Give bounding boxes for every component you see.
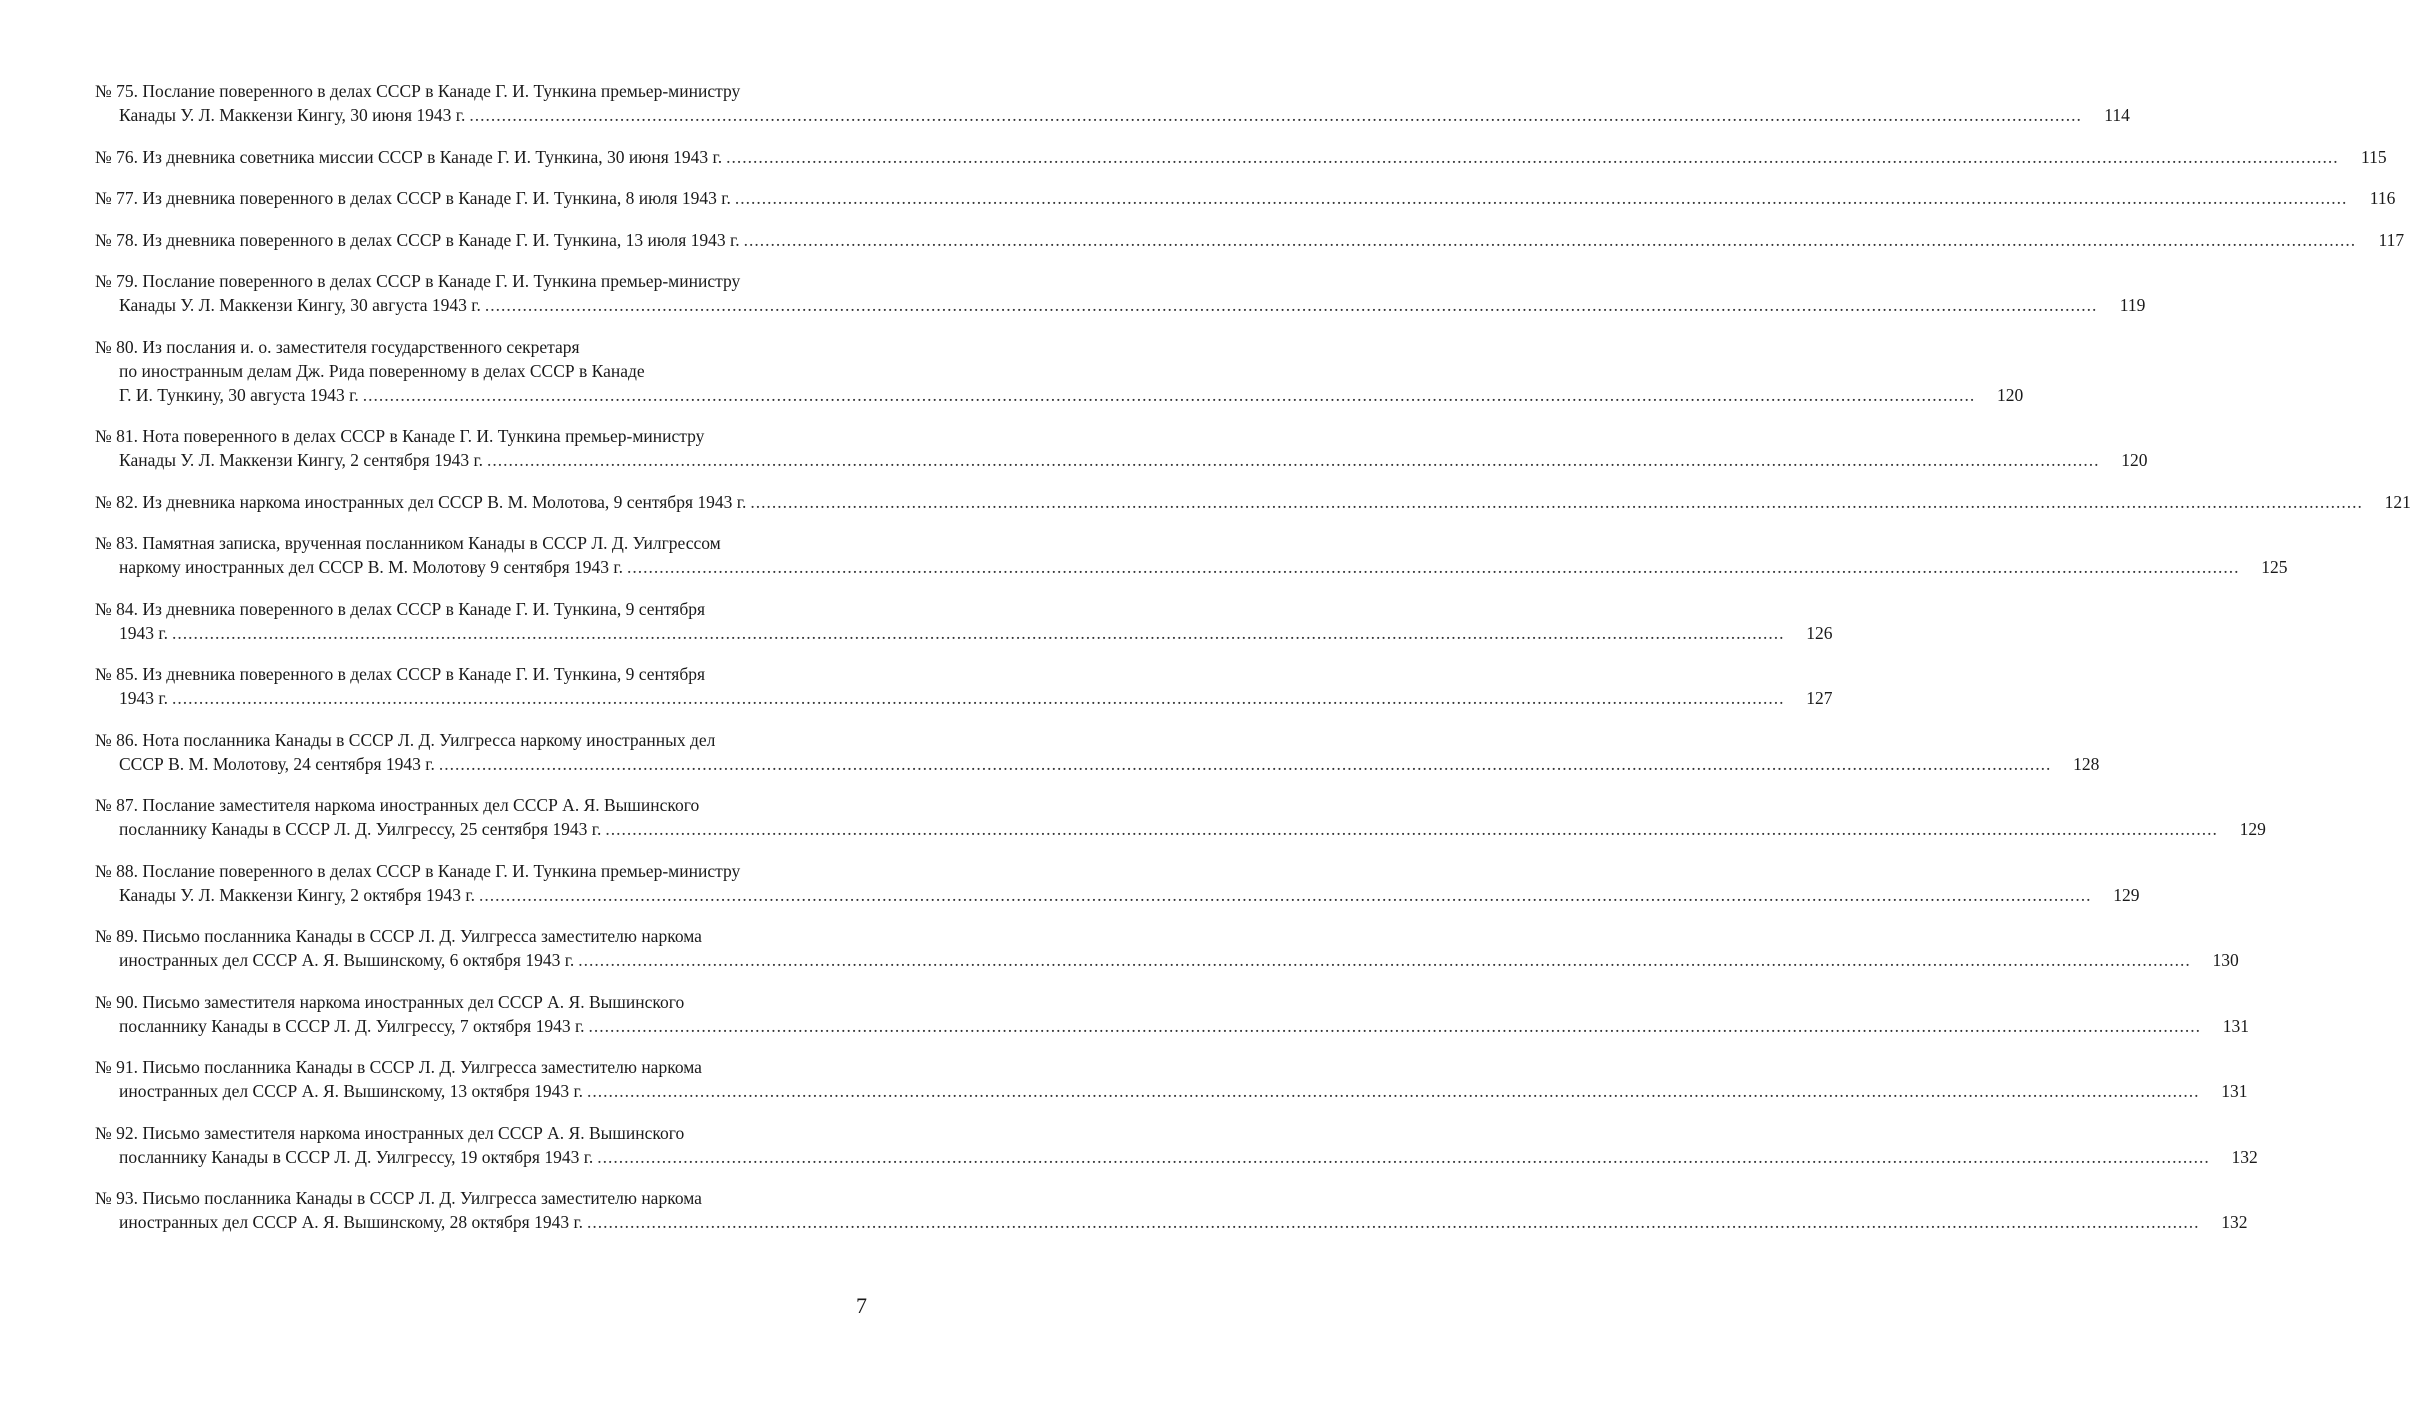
dot-leader: ............................................................................................................................................................................................................................................................................................................ xyxy=(743,229,2357,250)
toc-entry xyxy=(95,186,2396,210)
toc-page-number: 131 xyxy=(2221,1081,2248,1101)
toc-page-number: 119 xyxy=(2119,295,2146,315)
toc-entry-text: иностранных дел СССР А. Я. Вышинскому, 28 октября 1943 г. xyxy=(119,1212,584,1232)
toc-entry-line xyxy=(95,228,2405,252)
toc-entry-text: № 83. Памятная записка, врученная посланником Канады в СССР Л. Д. Уилгрессом xyxy=(95,533,721,553)
toc-entry-line xyxy=(95,383,2024,407)
toc-entry-text: № 92. Письмо заместителя наркома иностранных дел СССР А. Я. Вышинского xyxy=(95,1122,685,1143)
toc-entry-text: № 87. Послание заместителя наркома иностранных дел СССР А. Я. Вышинского xyxy=(95,795,700,815)
toc-entry-line xyxy=(95,1145,2258,1169)
dot-leader: ............................................................................................................................................................................................................................................................................................................ xyxy=(487,450,2100,470)
toc-entry-text: № 81. Нота поверенного в делах СССР в Канаде Г. И. Тункина премьер-министру xyxy=(95,426,705,446)
toc-entry-line xyxy=(95,145,2387,169)
toc-entry-text: Канады У. Л. Маккензи Кингу, 30 августа 1943 г. xyxy=(119,295,481,315)
toc-page-number: 128 xyxy=(2073,753,2100,774)
toc-page-number: 127 xyxy=(1806,688,1833,708)
toc-entry-line xyxy=(95,597,863,621)
toc-entry-text: иностранных дел СССР А. Я. Вышинскому, 6 октября 1943 г. xyxy=(119,950,575,970)
toc-entry-text: наркому иностранных дел СССР В. М. Молотову 9 сентября 1943 г. xyxy=(119,557,624,577)
toc-entry-line xyxy=(95,883,2140,907)
dot-leader: ............................................................................................................................................................................................................................................................................................................ xyxy=(587,1212,2200,1232)
toc-page-number: 115 xyxy=(2361,146,2387,167)
page-number: 7 xyxy=(856,1293,867,1318)
toc-page-number: 130 xyxy=(2212,950,2239,970)
toc-page-number: 114 xyxy=(2104,105,2130,125)
toc-page-number: 132 xyxy=(2231,1146,2258,1167)
toc-entry-line xyxy=(95,335,863,359)
toc-entry-text: Канады У. Л. Маккензи Кингу, 2 октября 1943 г. xyxy=(119,884,475,905)
toc-entry-line xyxy=(95,728,863,752)
toc-entry xyxy=(95,924,2239,972)
toc-entry-text: № 91. Письмо посланника Канады в СССР Л. Д. Уилгресса заместителю наркома xyxy=(95,1057,702,1077)
dot-leader: ............................................................................................................................................................................................................................................................................................................ xyxy=(597,1146,2210,1167)
dot-leader: ............................................................................................................................................................................................................................................................................................................ xyxy=(171,688,1785,708)
dot-leader: ............................................................................................................................................................................................................................................................................................................ xyxy=(726,146,2339,167)
table-of-contents xyxy=(95,79,2411,1252)
toc-entry xyxy=(95,990,2250,1038)
toc-entry-text: № 85. Из дневника поверенного в делах СССР в Канаде Г. И. Тункина, 9 сентября xyxy=(95,664,706,684)
toc-entry-text: иностранных дел СССР А. Я. Вышинскому, 13 октября 1943 г. xyxy=(119,1081,584,1101)
toc-entry-line xyxy=(95,359,863,383)
toc-entry-text: № 77. Из дневника поверенного в делах СССР в Канаде Г. И. Тункина, 8 июля 1943 г. xyxy=(95,188,731,208)
toc-entry-text: № 79. Послание поверенного в делах СССР в Канаде Г. И. Тункина премьер-министру xyxy=(95,271,741,291)
toc-entry-line xyxy=(95,621,1833,645)
toc-entry xyxy=(95,490,2411,514)
toc-entry-line xyxy=(95,990,863,1014)
dot-leader: ............................................................................................................................................................................................................................................................................................................ xyxy=(469,105,2082,125)
toc-entry-text: № 75. Послание поверенного в делах СССР в Канаде Г. И. Тункина премьер-министру xyxy=(95,81,741,101)
toc-entry-line xyxy=(95,924,863,948)
toc-entry-text: посланнику Канады в СССР Л. Д. Уилгрессу, 19 октября 1943 г. xyxy=(119,1146,594,1167)
toc-entry xyxy=(95,228,2405,252)
dot-leader: ............................................................................................................................................................................................................................................................................................................ xyxy=(734,188,2348,208)
toc-entry-line xyxy=(95,269,863,293)
dot-leader: ............................................................................................................................................................................................................................................................................................................ xyxy=(362,384,1976,405)
toc-page-number: 129 xyxy=(2113,884,2140,905)
toc-entry-line xyxy=(95,103,2130,127)
toc-entry-text: Канады У. Л. Маккензи Кингу, 2 сентября 1943 г. xyxy=(119,450,484,470)
toc-page-number: 120 xyxy=(2121,450,2148,470)
toc-entry-line xyxy=(95,186,2396,210)
toc-entry xyxy=(95,269,2146,317)
toc-entry-line xyxy=(95,859,863,883)
toc-entry-text: № 89. Письмо посланника Канады в СССР Л. Д. Уилгресса заместителю наркома xyxy=(95,926,702,946)
dot-leader: ............................................................................................................................................................................................................................................................................................................ xyxy=(578,950,2191,970)
toc-entry-text: № 84. Из дневника поверенного в делах СССР в Канаде Г. И. Тункина, 9 сентября xyxy=(95,598,706,619)
toc-page-number: 132 xyxy=(2221,1212,2248,1232)
toc-page-number: 131 xyxy=(2222,1015,2250,1036)
dot-leader: ............................................................................................................................................................................................................................................................................................................ xyxy=(478,884,2092,905)
toc-entry-text: № 93. Письмо посланника Канады в СССР Л. Д. Уилгресса заместителю наркома xyxy=(95,1188,702,1208)
toc-entry xyxy=(95,1055,2248,1103)
toc-page-number: 120 xyxy=(1997,384,2024,405)
toc-entry-line xyxy=(95,686,1833,710)
toc-entry-line xyxy=(95,817,2266,841)
toc-entry xyxy=(95,859,2140,907)
toc-entry-text: № 88. Послание поверенного в делах СССР в Канаде Г. И. Тункина премьер-министру xyxy=(95,860,741,881)
toc-entry-text: Г. И. Тункину, 30 августа 1943 г. xyxy=(119,384,359,405)
toc-page-number: 121 xyxy=(2384,491,2411,512)
toc-entry-line xyxy=(95,1210,2248,1234)
toc-entry-line xyxy=(95,1121,863,1145)
dot-leader: ............................................................................................................................................................................................................................................................................................................ xyxy=(750,491,2363,512)
toc-entry xyxy=(95,1186,2248,1234)
dot-leader: ............................................................................................................................................................................................................................................................................................................ xyxy=(627,557,2240,577)
dot-leader: ............................................................................................................................................................................................................................................................................................................ xyxy=(587,1081,2200,1101)
toc-entry xyxy=(95,728,2100,776)
toc-entry-line xyxy=(95,662,863,686)
toc-entry-text: № 90. Письмо заместителя наркома иностранных дел СССР А. Я. Вышинского xyxy=(95,991,685,1012)
toc-entry xyxy=(95,597,1833,645)
toc-entry-text: посланнику Канады в СССР Л. Д. Уилгрессу, 7 октября 1943 г. xyxy=(119,1015,585,1036)
toc-entry-text: по иностранным делам Дж. Рида поверенному в делах СССР в Канаде xyxy=(119,360,645,381)
toc-entry-line xyxy=(95,448,2148,472)
toc-entry xyxy=(95,424,2148,472)
toc-entry xyxy=(95,79,2130,127)
toc-entry-text: Канады У. Л. Маккензи Кингу, 30 июня 1943 г. xyxy=(119,105,466,125)
toc-entry-line xyxy=(95,1079,2248,1103)
toc-entry xyxy=(95,793,2266,841)
toc-entry-text: № 82. Из дневника наркома иностранных дел СССР В. М. Молотова, 9 сентября 1943 г. xyxy=(95,491,747,512)
toc-page-number: 116 xyxy=(2369,188,2396,208)
toc-entry-line xyxy=(95,1014,2250,1038)
toc-entry-line xyxy=(95,752,2100,776)
toc-entry xyxy=(95,1121,2258,1169)
toc-entry-text: СССР В. М. Молотову, 24 сентября 1943 г. xyxy=(119,753,435,774)
toc-entry-line xyxy=(95,793,863,817)
toc-entry-text: 1943 г. xyxy=(119,688,168,708)
toc-page-number: 129 xyxy=(2239,819,2266,839)
toc-entry-line xyxy=(95,79,863,103)
toc-page-number: 126 xyxy=(1806,622,1833,643)
toc-entry-text: № 86. Нота посланника Канады в СССР Л. Д. Уилгресса наркому иностранных дел xyxy=(95,729,716,750)
toc-page-number: 125 xyxy=(2261,557,2288,577)
toc-entry-text: № 78. Из дневника поверенного в делах СССР в Канаде Г. И. Тункина, 13 июля 1943 г. xyxy=(95,229,740,250)
toc-entry-text: № 80. Из послания и. о. заместителя государственного секретаря xyxy=(95,336,580,357)
toc-entry xyxy=(95,662,1833,710)
dot-leader: ............................................................................................................................................................................................................................................................................................................ xyxy=(438,753,2052,774)
toc-page-number: 117 xyxy=(2378,229,2405,250)
dot-leader: ............................................................................................................................................................................................................................................................................................................ xyxy=(484,295,2098,315)
toc-entry-line xyxy=(95,1055,863,1079)
dot-leader: ............................................................................................................................................................................................................................................................................................................ xyxy=(171,622,1785,643)
toc-entry-line xyxy=(95,555,2288,579)
toc-entry-text: 1943 г. xyxy=(119,622,168,643)
toc-entry-line xyxy=(95,293,2146,317)
toc-entry xyxy=(95,531,2288,579)
toc-entry-line xyxy=(95,424,863,448)
toc-entry-line xyxy=(95,1186,863,1210)
toc-entry-line xyxy=(95,490,2411,514)
toc-entry-text: № 76. Из дневника советника миссии СССР в Канаде Г. И. Тункина, 30 июня 1943 г. xyxy=(95,146,723,167)
toc-entry xyxy=(95,145,2387,169)
dot-leader: ............................................................................................................................................................................................................................................................................................................ xyxy=(588,1015,2202,1036)
dot-leader: ............................................................................................................................................................................................................................................................................................................ xyxy=(605,819,2218,839)
toc-entry xyxy=(95,335,2024,407)
toc-entry-line xyxy=(95,531,863,555)
toc-entry-text: посланнику Канады в СССР Л. Д. Уилгрессу, 25 сентября 1943 г. xyxy=(119,819,602,839)
toc-entry-line xyxy=(95,948,2239,972)
